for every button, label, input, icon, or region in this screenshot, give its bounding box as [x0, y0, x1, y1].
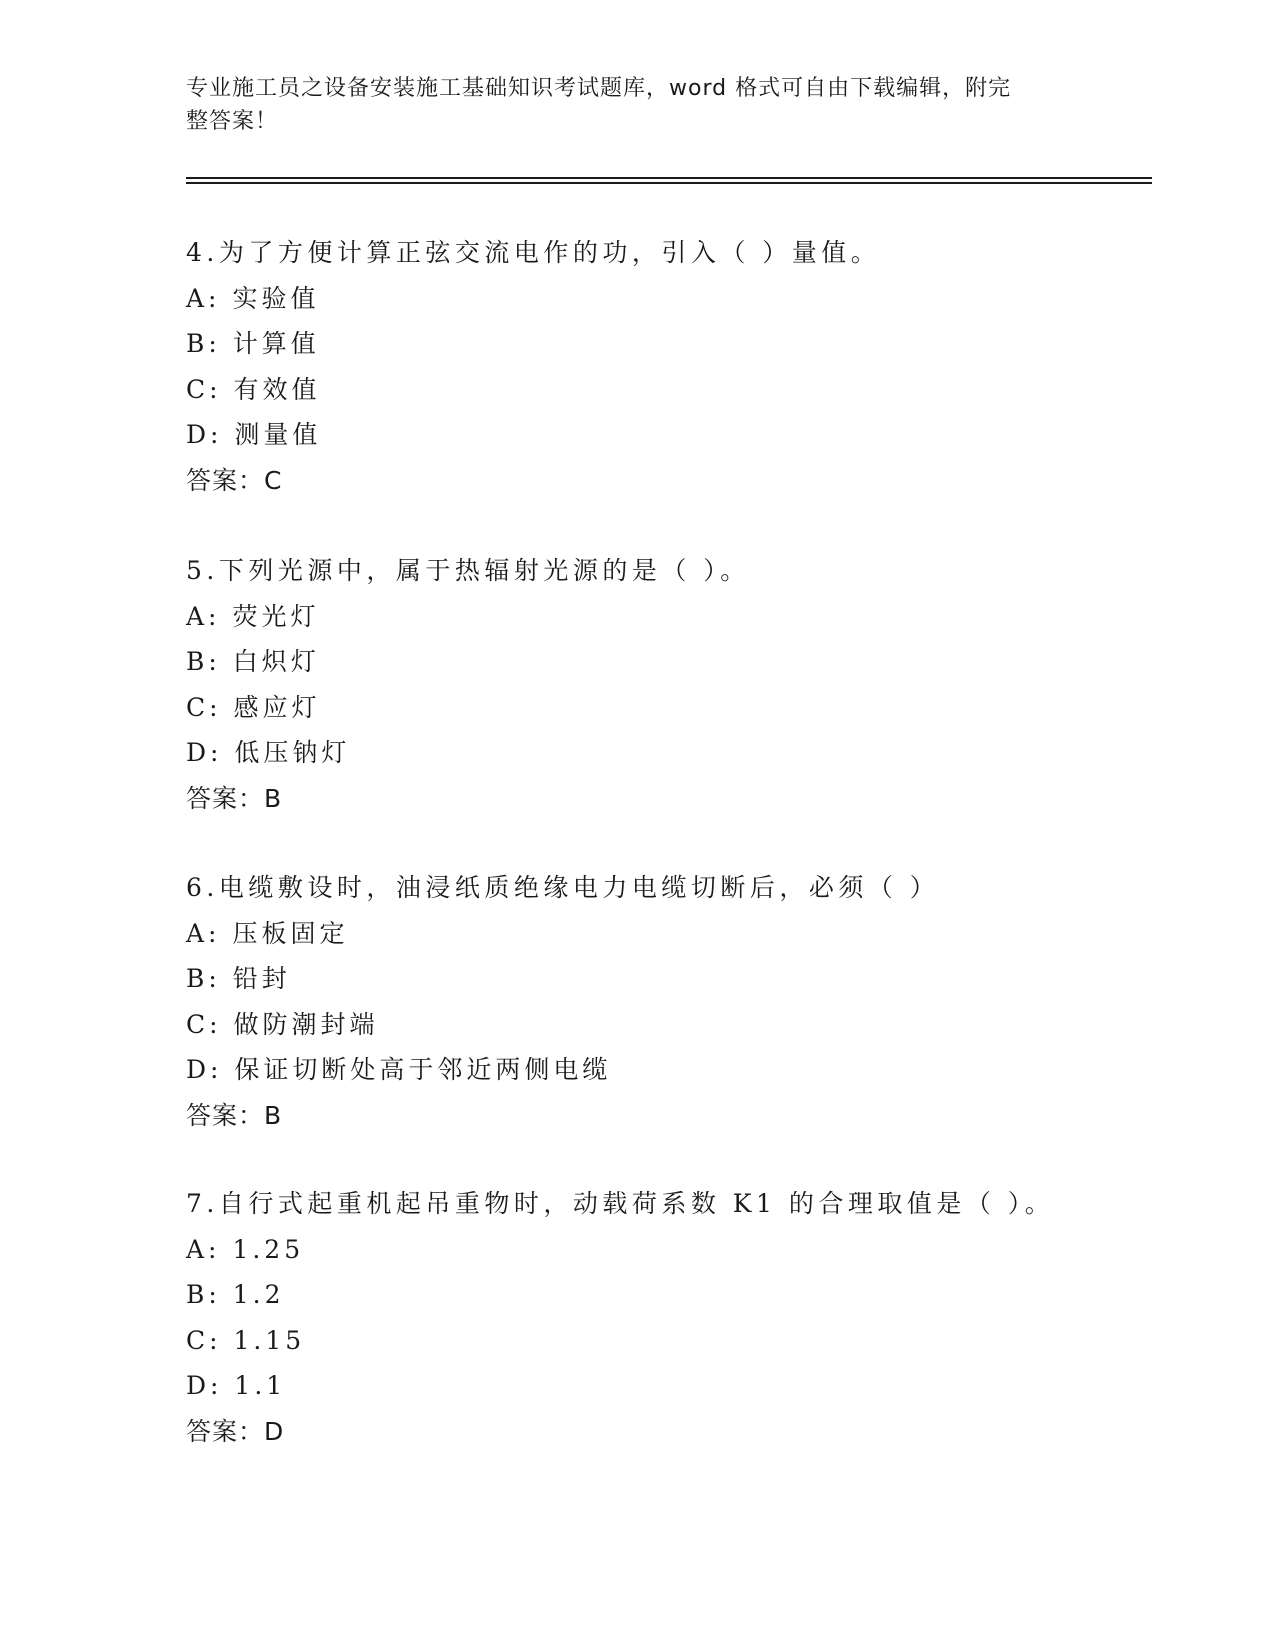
option-a — [186, 276, 1146, 322]
option-a — [186, 911, 1146, 957]
option-a — [186, 1227, 1146, 1273]
option-text: 荧光灯 — [232, 601, 320, 631]
answer-line: 答案：B — [186, 783, 283, 813]
option-letter: D: — [186, 1371, 223, 1401]
option-d — [186, 730, 1146, 776]
option-letter: D: — [186, 738, 223, 768]
option-letter: A: — [186, 601, 221, 631]
option-text: 1.2 — [232, 1280, 285, 1310]
option-text: 1.15 — [233, 1325, 306, 1355]
question-stem: 7.自行式起重机起吊重物时，动载荷系数 K1 的合理取值是（ ）。 — [186, 1189, 1055, 1218]
document-header — [186, 72, 1066, 138]
option-text: 测量值 — [234, 420, 322, 450]
option-letter: C: — [186, 692, 222, 722]
option-letter: C: — [186, 374, 222, 404]
option-b — [186, 321, 1146, 367]
option-letter: C: — [186, 1325, 222, 1355]
option-letter: D: — [186, 420, 223, 450]
option-c — [186, 1002, 1146, 1048]
option-d — [186, 1047, 1146, 1093]
option-text: 压板固定 — [232, 918, 349, 948]
header-divider-top — [186, 177, 1152, 179]
header-divider-bottom — [186, 182, 1152, 184]
question-block — [186, 1181, 1146, 1455]
option-text: 有效值 — [233, 374, 321, 404]
option-letter: A: — [186, 918, 221, 948]
option-letter: A: — [186, 283, 221, 313]
option-text: 白炽灯 — [232, 647, 320, 677]
option-letter: B: — [186, 1280, 221, 1310]
option-text: 铅封 — [232, 964, 291, 994]
answer-line: 答案：B — [186, 1100, 283, 1130]
answer-line: 答案：C — [186, 465, 283, 495]
option-letter: B: — [186, 329, 221, 359]
question-stem: 6.电缆敷设时，油浸纸质绝缘电力电缆切断后，必须（ ） — [186, 873, 940, 902]
option-text: 计算值 — [232, 329, 320, 359]
option-letter: B: — [186, 647, 221, 677]
option-text: 低压钠灯 — [234, 738, 351, 768]
option-letter: B: — [186, 964, 221, 994]
option-text: 1.1 — [234, 1371, 287, 1401]
header-line-2: 整答案！ — [186, 109, 279, 134]
option-text: 实验值 — [232, 283, 320, 313]
option-b — [186, 1272, 1146, 1318]
option-letter: D: — [186, 1055, 223, 1085]
option-text: 保证切断处高于邻近两侧电缆 — [234, 1055, 612, 1085]
question-block — [186, 230, 1146, 504]
option-d — [186, 412, 1146, 458]
option-c — [186, 367, 1146, 413]
question-block — [186, 865, 1146, 1139]
option-letter: A: — [186, 1234, 221, 1264]
option-letter: C: — [186, 1009, 222, 1039]
option-a — [186, 594, 1146, 640]
option-c — [186, 1318, 1146, 1364]
option-b — [186, 639, 1146, 685]
option-b — [186, 956, 1146, 1002]
option-d — [186, 1363, 1146, 1409]
header-line-1: 专业施工员之设备安装施工基础知识考试题库，word 格式可自由下载编辑，附完 — [186, 76, 1012, 101]
option-text: 做防潮封端 — [233, 1009, 379, 1039]
question-block — [186, 548, 1146, 822]
option-text: 1.25 — [232, 1234, 305, 1264]
option-c — [186, 685, 1146, 731]
question-stem: 5.下列光源中，属于热辐射光源的是（ ）。 — [186, 556, 750, 585]
answer-line: 答案：D — [186, 1416, 285, 1446]
question-stem: 4.为了方便计算正弦交流电作的功，引入（ ）量值。 — [186, 238, 881, 267]
option-text: 感应灯 — [233, 692, 321, 722]
